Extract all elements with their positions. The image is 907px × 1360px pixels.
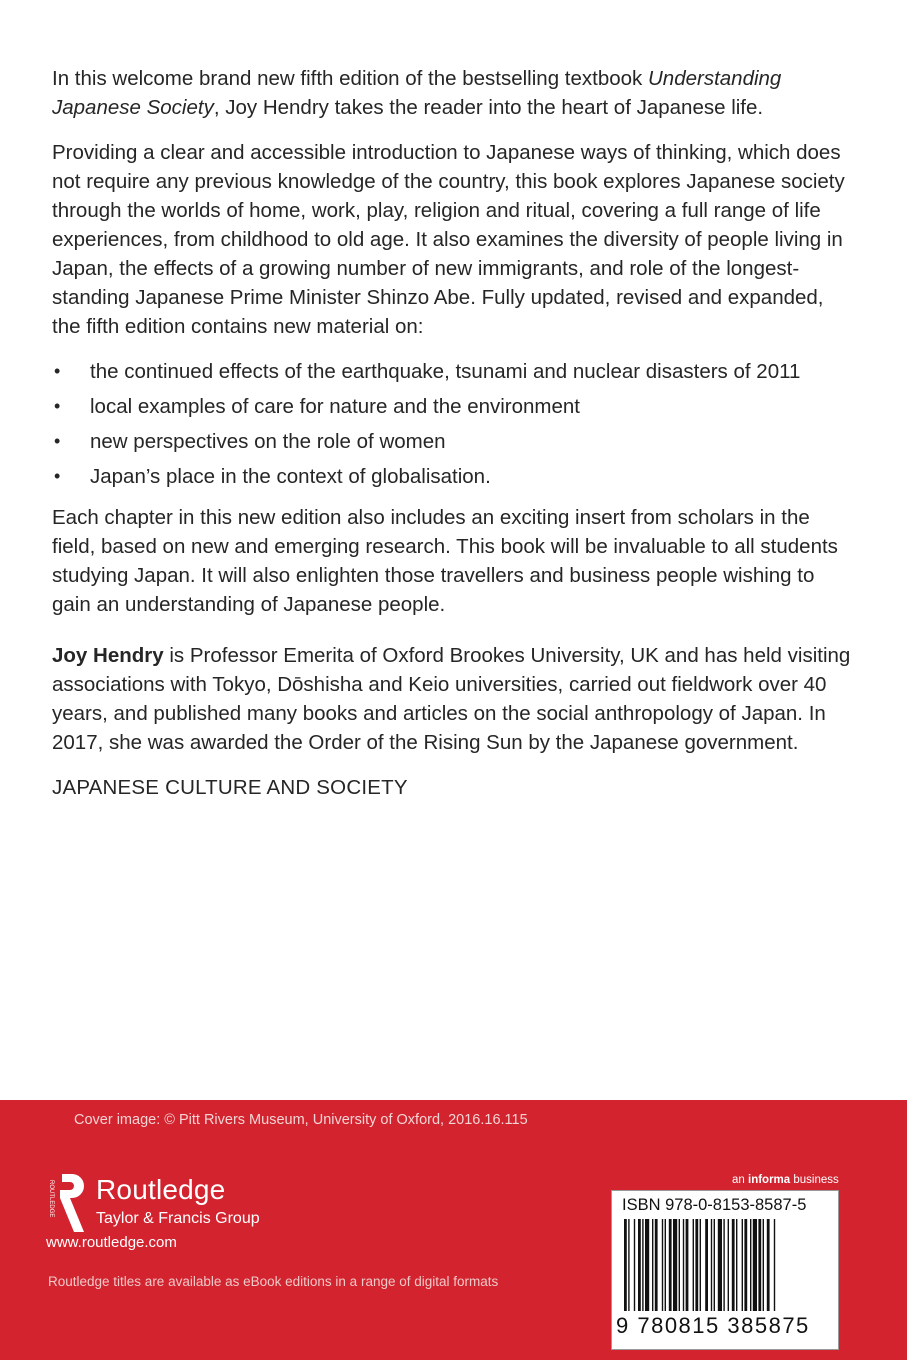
barcode-bar	[665, 1219, 666, 1311]
barcode-bar	[679, 1219, 680, 1311]
barcode-bar	[744, 1219, 747, 1311]
informa-brand: informa	[748, 1174, 791, 1186]
list-item-text: the continued effects of the earthquake, tsunami and nuclear disasters of 2011	[90, 360, 801, 383]
publisher-group: Taylor & Francis Group	[96, 1210, 260, 1227]
author-bio	[52, 641, 852, 757]
cover-credit: Cover image: © Pitt Rivers Museum, University of Oxford, 2016.16.115	[74, 1112, 528, 1128]
intro-text: In this welcome brand new fifth edition of the bestselling textbook	[52, 67, 648, 90]
barcode-bar	[700, 1219, 701, 1311]
book-title: Understanding Japanese Society	[52, 67, 782, 119]
barcode-bar	[624, 1219, 627, 1311]
list-item	[52, 357, 852, 386]
publisher-url[interactable]: www.routledge.com	[46, 1234, 177, 1251]
barcode-bar	[652, 1219, 653, 1311]
barcode-bar	[662, 1219, 663, 1311]
list-item	[52, 462, 852, 491]
barcode-bar	[645, 1219, 649, 1311]
informa-tagline	[732, 1174, 839, 1186]
footer-band	[0, 1100, 907, 1360]
barcode-bar	[628, 1219, 629, 1311]
publisher-name: Routledge	[96, 1174, 226, 1205]
barcode-bar	[774, 1219, 775, 1311]
logo-vertical-text: ROUTLEDGE	[48, 1180, 54, 1218]
barcode-bar	[638, 1219, 641, 1311]
author-name: Joy Hendry	[52, 644, 164, 667]
barcode-bar	[686, 1219, 689, 1311]
bullet-icon: •	[54, 431, 61, 451]
barcode-bar	[736, 1219, 737, 1311]
barcode-bar	[732, 1219, 735, 1311]
barcode-bar	[655, 1219, 658, 1311]
barcode-digits: 9 780815 385875	[616, 1313, 810, 1338]
barcode-bar	[718, 1219, 722, 1311]
barcode-bar	[642, 1219, 643, 1311]
list-item	[52, 392, 852, 421]
list-item-text: Japan’s place in the context of globalisation.	[90, 465, 491, 488]
barcode-bar	[758, 1219, 761, 1311]
informa-prefix: an	[732, 1174, 748, 1186]
barcode-bar	[742, 1219, 743, 1311]
informa-suffix: business	[790, 1174, 839, 1186]
barcode-bar	[767, 1219, 770, 1311]
list-item-text: local examples of care for nature and the environment	[90, 395, 580, 418]
series-name: JAPANESE CULTURE AND SOCIETY	[52, 776, 408, 799]
barcode-bar	[728, 1219, 729, 1311]
barcode-bar	[669, 1219, 672, 1311]
closing-paragraph: Each chapter in this new edition also includes an exciting insert from scholars in the field, based on new and emerging research. This book will be invaluable to all students studying Japan. It will also enlighten those travellers and business people wishing to gain an understanding of Japanese people.	[52, 506, 838, 616]
intro-paragraph	[52, 64, 852, 122]
ebook-note: Routledge titles are available as eBook editions in a range of digital formats	[48, 1274, 499, 1289]
list-item-text: new perspectives on the role of women	[90, 430, 446, 453]
barcode-bar	[711, 1219, 712, 1311]
barcode-bar	[693, 1219, 694, 1311]
barcode-bar	[753, 1219, 757, 1311]
barcode-panel	[611, 1190, 839, 1350]
routledge-logo-icon	[44, 1172, 88, 1236]
barcode-bar	[750, 1219, 751, 1311]
bullet-icon: •	[54, 466, 61, 486]
barcode-bar	[673, 1219, 677, 1311]
bullet-icon: •	[54, 396, 61, 416]
barcode-bar	[695, 1219, 698, 1311]
description-paragraph: Providing a clear and accessible introduction to Japanese ways of thinking, which does not require any previous knowledge of the country, this book explores Japanese society through the worlds of home, work, play, religion and ritual, covering a full range of life experiences, from childhood to old age. It also examines the diversity of people living in Japan, the effects of a growing number of new immigrants, and role of the longest-standing Japanese Prime Minister Shinzo Abe. Fully updated, revised and expanded, the fifth edition contains new material on:	[52, 141, 845, 338]
barcode-bar	[634, 1219, 635, 1311]
new-material-list	[52, 357, 852, 491]
barcode-bar	[723, 1219, 724, 1311]
list-item	[52, 427, 852, 456]
author-bio-text: is Professor Emerita of Oxford Brookes University, UK and has held visiting associations with Tokyo, Dōshisha and Keio universities, carried out fieldwork over 40 years, and published many books and articles on the social anthropology of Japan. In 2017, she was awarded the Order of the Rising Sun by the Japanese government.	[52, 644, 851, 754]
bullet-icon: •	[54, 361, 61, 381]
isbn-number: ISBN 978-0-8153-8587-5	[622, 1196, 807, 1214]
intro-text-end: , Joy Hendry takes the reader into the heart of Japanese life.	[213, 96, 764, 119]
barcode-icon	[622, 1219, 828, 1311]
barcode-bar	[763, 1219, 764, 1311]
barcode-bar	[705, 1219, 708, 1311]
barcode-bar	[714, 1219, 715, 1311]
back-cover-text	[52, 64, 852, 818]
barcode-bar	[683, 1219, 684, 1311]
